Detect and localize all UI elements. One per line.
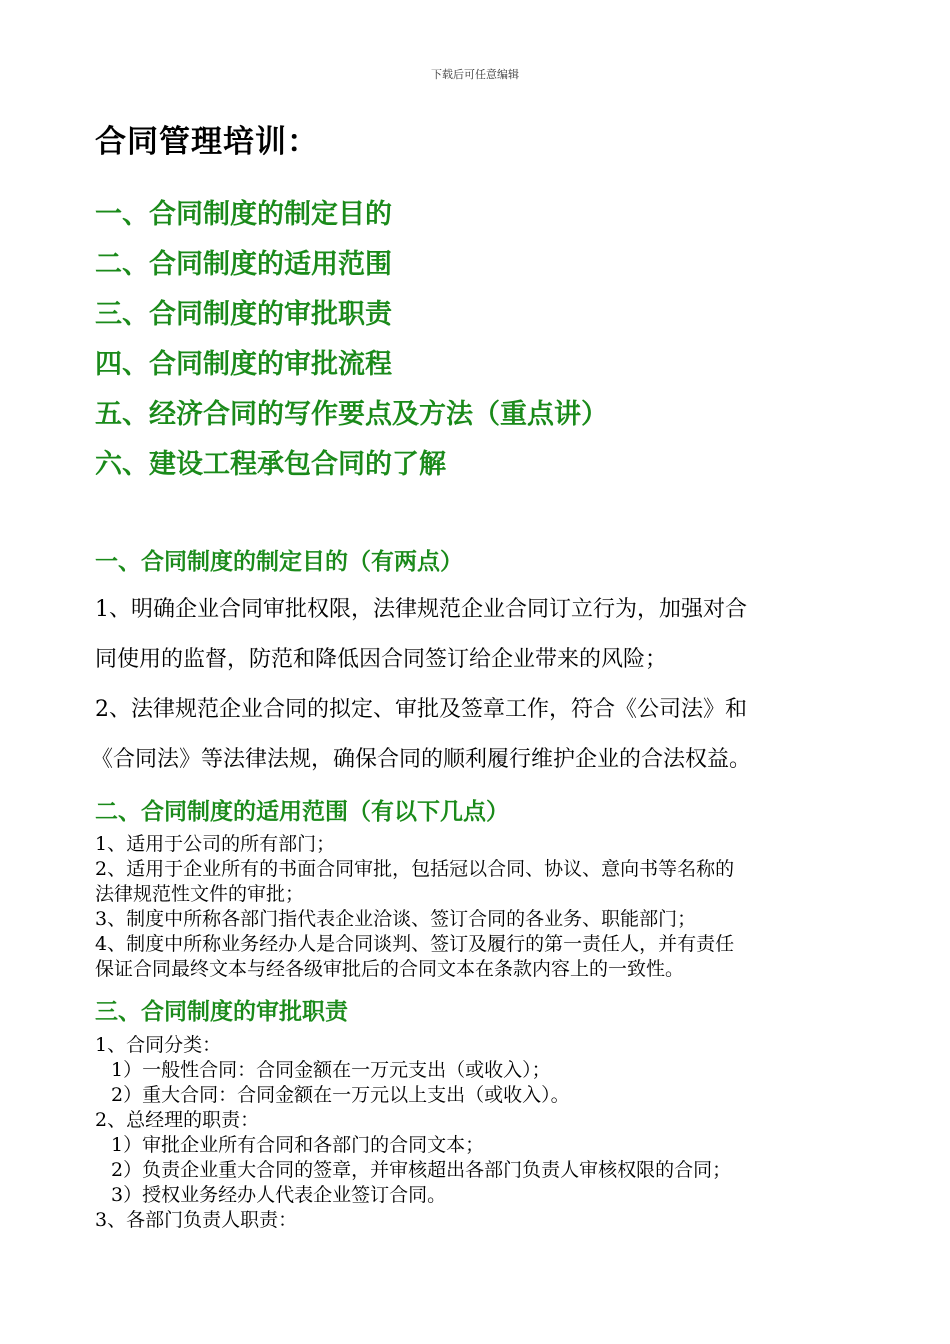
section3-line-2: 1）一般性合同：合同金额在一万元支出（或收入）； <box>111 1059 551 1081</box>
section2-line-4: 3、制度中所称各部门指代表企业洽谈、签订合同的各业务、职能部门； <box>95 908 697 930</box>
section2-line-6: 保证合同最终文本与经各级审批后的合同文本在条款内容上的一致性。 <box>95 958 685 980</box>
toc-item-5: 五、经济合同的写作要点及方法（重点讲） <box>95 399 608 430</box>
table-of-contents <box>95 190 608 490</box>
section3-line-3: 2）重大合同：合同金额在一万元以上支出（或收入）。 <box>111 1084 570 1106</box>
toc-item-4: 四、合同制度的审批流程 <box>95 349 392 380</box>
section3-line-7: 3）授权业务经办人代表企业签订合同。 <box>111 1184 447 1206</box>
section2-line-3: 法律规范性文件的审批； <box>95 883 305 905</box>
section3-line-5: 1）审批企业所有合同和各部门的合同文本； <box>111 1134 485 1156</box>
section1-line-4: 《合同法》等法律法规，确保合同的顺利履行维护企业的合法权益。 <box>91 747 752 772</box>
section1-body <box>91 585 855 785</box>
section3-line-4: 2、总经理的职责： <box>95 1109 260 1131</box>
section3-heading: 三、合同制度的审批职责 <box>95 999 348 1025</box>
section3-line-8: 3、各部门负责人职责： <box>95 1209 298 1231</box>
section2-line-1: 1、适用于公司的所有部门； <box>95 833 336 855</box>
section2-line-2: 2、适用于企业所有的书面合同审批，包括冠以合同、协议、意向书等名称的 <box>95 858 735 880</box>
toc-item-6: 六、建设工程承包合同的了解 <box>95 449 446 480</box>
section3-line-6: 2）负责企业重大合同的签章，并审核超出各部门负责人审核权限的合同； <box>111 1159 732 1181</box>
section2-line-5: 4、制度中所称业务经办人是合同谈判、签订及履行的第一责任人，并有责任 <box>95 933 735 955</box>
section2-heading: 二、合同制度的适用范围（有以下几点） <box>95 799 509 825</box>
section3-line-1: 1、合同分类： <box>95 1034 222 1056</box>
toc-item-2: 二、合同制度的适用范围 <box>95 249 392 280</box>
section1-line-2: 同使用的监督，防范和降低因合同签订给企业带来的风险； <box>95 647 668 672</box>
page-header: 下载后可任意编辑 <box>431 68 519 81</box>
section3-body <box>95 1033 855 1233</box>
toc-item-3: 三、合同制度的审批职责 <box>95 299 392 330</box>
document-title: 合同管理培训： <box>95 124 319 160</box>
section1-heading: 一、合同制度的制定目的（有两点） <box>95 549 463 575</box>
toc-item-1: 一、合同制度的制定目的 <box>95 199 392 230</box>
section2-body <box>95 832 855 982</box>
section1-line-3: 2、法律规范企业合同的拟定、审批及签章工作，符合《公司法》和 <box>95 697 747 722</box>
section1-line-1: 1、明确企业合同审批权限，法律规范企业合同订立行为，加强对合 <box>95 597 747 622</box>
